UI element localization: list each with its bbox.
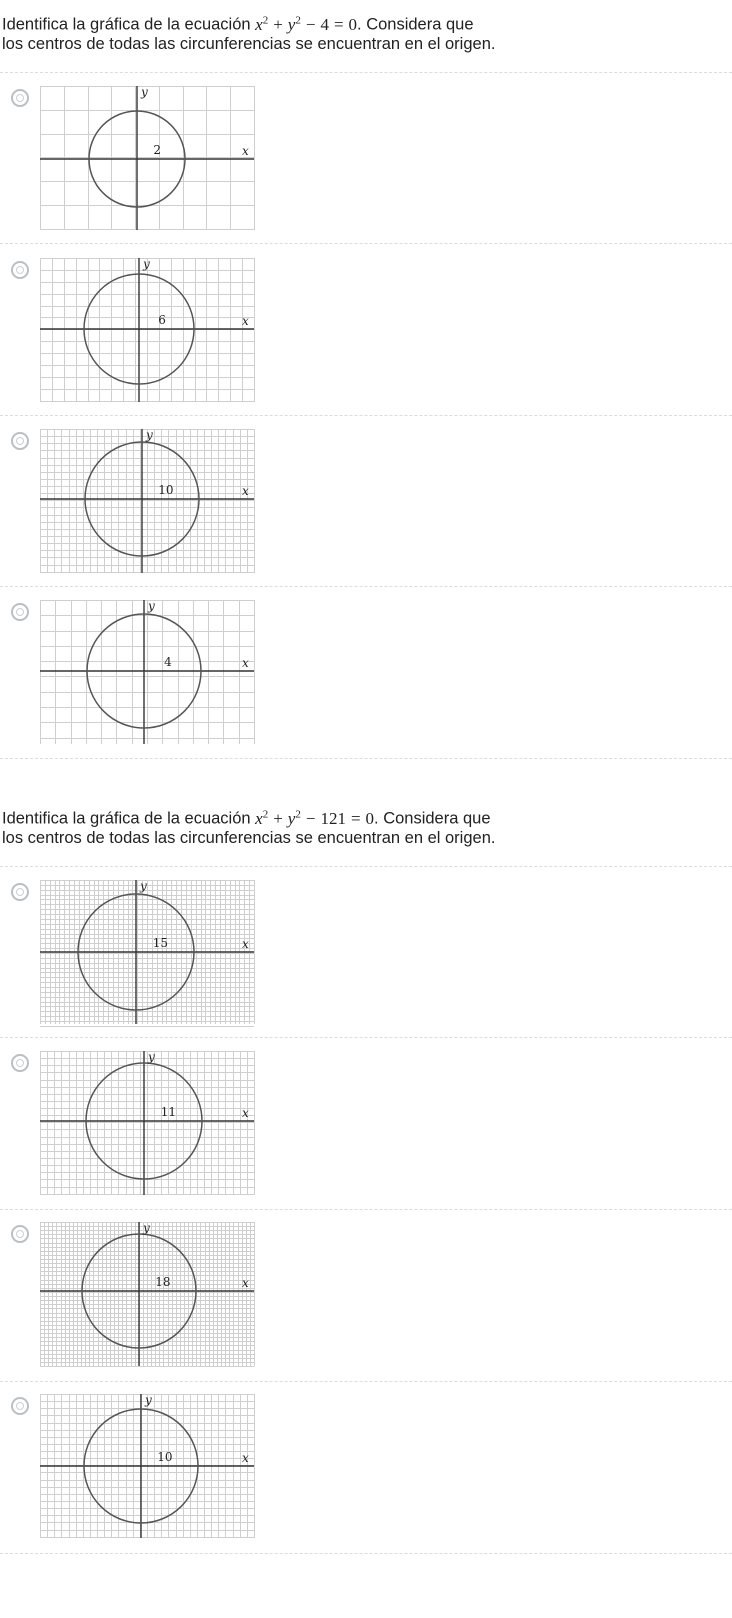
eq-minus: − (305, 808, 316, 828)
circle-graph (40, 1051, 254, 1195)
y-axis-label: y (143, 1221, 150, 1235)
radius-label: 4 (164, 655, 172, 669)
y-axis-label: y (148, 599, 155, 613)
x-axis-label: x (242, 1276, 249, 1290)
equation (255, 809, 374, 828)
x-axis-label: x (242, 484, 249, 498)
radius-label: 15 (152, 936, 169, 950)
radio-button[interactable] (11, 883, 29, 901)
circle-graph (40, 600, 254, 744)
option-divider (0, 1037, 732, 1038)
eq-zero: 0 (348, 14, 358, 34)
y-axis-label: y (143, 257, 150, 271)
grid (40, 600, 255, 744)
answer-option[interactable] (0, 1222, 732, 1398)
answer-option[interactable] (0, 258, 732, 434)
prompt-text-after: . Considera que (374, 809, 491, 828)
eq-exp-y: 2 (295, 808, 301, 820)
x-axis-label: x (242, 1106, 249, 1120)
question-prompt-line2: los centros de todas las circunferencias se encuentran en el origen. (2, 35, 496, 53)
eq-const: 121 (320, 808, 346, 828)
radius-label: 10 (158, 483, 174, 497)
radio-button[interactable] (11, 1225, 29, 1243)
eq-y: y (287, 808, 296, 828)
answer-option[interactable] (0, 1394, 732, 1570)
y-axis-label: y (140, 879, 147, 893)
eq-x: x (255, 14, 263, 34)
equation (255, 15, 357, 34)
circle-graph (40, 1222, 254, 1366)
answer-option[interactable] (0, 429, 732, 605)
radio-button[interactable] (11, 603, 29, 621)
option-divider (0, 586, 732, 587)
option-divider (0, 243, 732, 244)
radius-label: 18 (155, 1275, 171, 1289)
eq-plus: + (273, 808, 283, 828)
grid (40, 258, 255, 402)
radio-button[interactable] (11, 89, 29, 107)
grid (40, 1222, 255, 1367)
radio-button[interactable] (11, 1397, 29, 1415)
eq-exp-x: 2 (262, 808, 269, 820)
radius-label: 10 (157, 1450, 173, 1464)
x-axis-label: x (242, 656, 249, 670)
answer-option[interactable] (0, 880, 732, 1056)
eq-equals: = (350, 808, 361, 828)
section-divider (0, 866, 732, 867)
circle-graph (40, 258, 254, 402)
answer-option[interactable] (0, 600, 732, 776)
answer-option[interactable] (0, 86, 732, 262)
radius-label: 6 (158, 313, 166, 327)
y-axis-label: y (141, 85, 148, 99)
option-divider (0, 1381, 732, 1382)
grid (40, 880, 255, 1027)
prompt-text: Identifica la gráfica de la ecuación (2, 809, 256, 828)
x-axis-label: x (242, 314, 249, 328)
option-divider (0, 415, 732, 416)
eq-minus: − (305, 14, 316, 34)
radius-label: 2 (153, 143, 161, 157)
question-prompt-line2: los centros de todas las circunferencias se encuentran en el origen. (2, 829, 496, 847)
prompt-text-after: . Considera que (357, 15, 474, 34)
y-axis-label: y (146, 428, 153, 442)
eq-plus: + (273, 14, 283, 34)
eq-zero: 0 (365, 808, 375, 828)
y-axis-label: y (148, 1050, 155, 1064)
y-axis-label: y (145, 1393, 152, 1407)
eq-const: 4 (320, 14, 329, 34)
circle-graph (40, 1394, 254, 1538)
answer-option[interactable] (0, 1051, 732, 1227)
radio-button[interactable] (11, 432, 29, 450)
prompt-text: Identifica la gráfica de la ecuación (2, 15, 256, 34)
grid (40, 429, 255, 573)
x-axis-label: x (242, 937, 249, 951)
option-divider (0, 1209, 732, 1210)
grid (40, 86, 255, 230)
radio-button[interactable] (11, 261, 29, 279)
section-divider (0, 72, 732, 73)
eq-equals: = (333, 14, 344, 34)
eq-exp-x: 2 (262, 14, 269, 26)
circle-graph (40, 880, 254, 1024)
grid (40, 1051, 255, 1195)
radio-button[interactable] (11, 1054, 29, 1072)
eq-x: x (255, 808, 263, 828)
eq-y: y (287, 14, 296, 34)
radius-label: 11 (160, 1105, 177, 1119)
eq-exp-y: 2 (295, 14, 301, 26)
x-axis-label: x (242, 144, 249, 158)
x-axis-label: x (242, 1451, 249, 1465)
circle-graph (40, 86, 254, 230)
circle-graph (40, 429, 254, 573)
